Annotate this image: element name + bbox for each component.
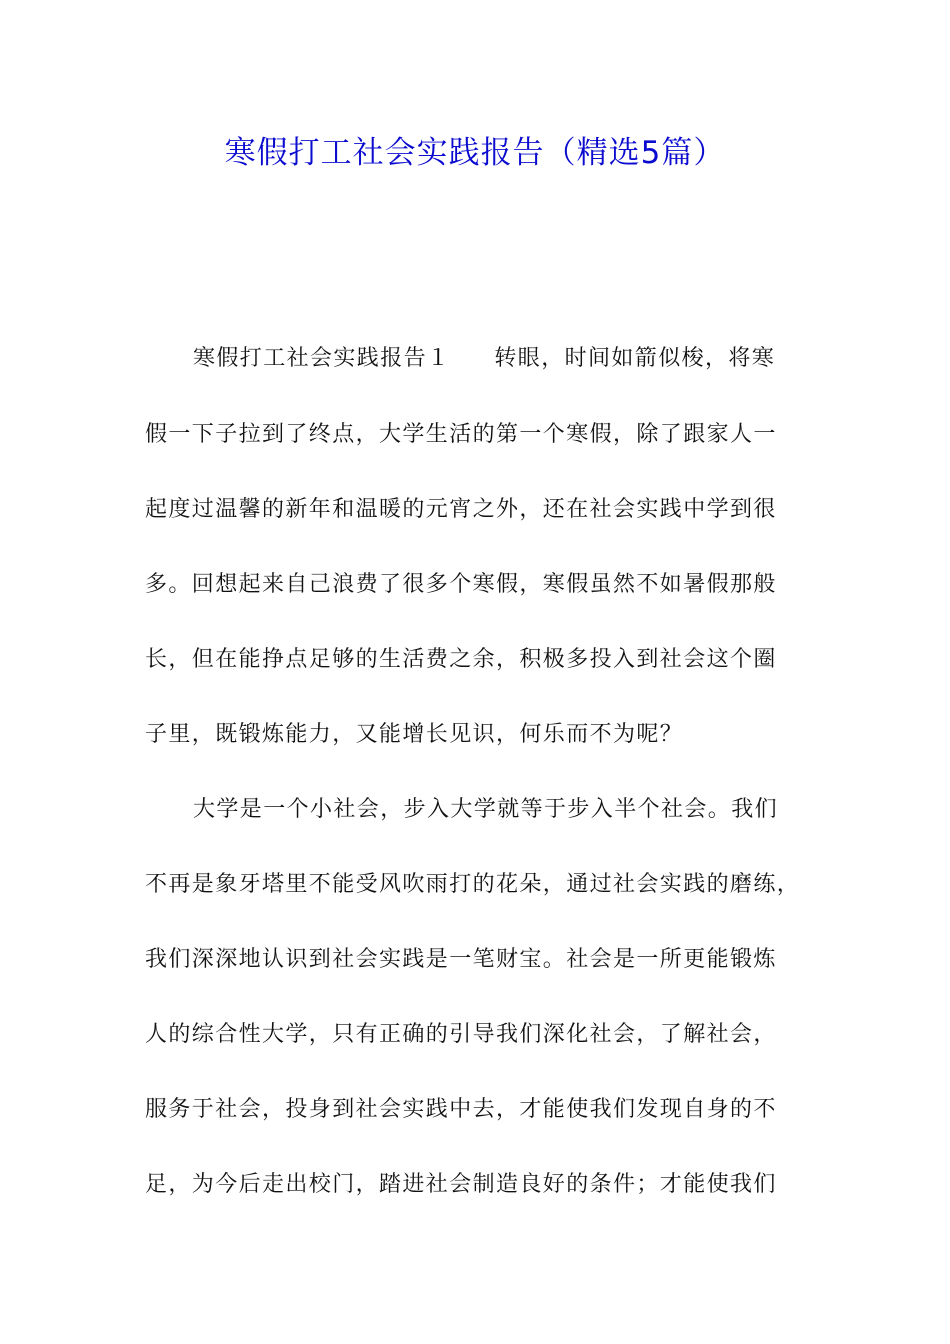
paragraph-line: 不再是象牙塔里不能受风吹雨打的花朵，通过社会实践的磨练， [145, 872, 801, 897]
section-heading: 寒假打工社会实践报告１ [193, 346, 451, 371]
paragraph-line [193, 341, 825, 377]
paragraph-line: 起度过温馨的新年和温暖的元宵之外，还在社会实践中学到很 [145, 497, 777, 522]
paragraph-text: 转眼，时间如箭似梭，将寒 [494, 346, 776, 371]
paragraph-line: 服务于社会，投身到社会实践中去，才能使我们发现自身的不 [145, 1097, 777, 1122]
paragraph-line: 长，但在能挣点足够的生活费之余，积极多投入到社会这个圈 [145, 647, 777, 672]
paragraph-line: 人的综合性大学，只有正确的引导我们深化社会，了解社会， [145, 1022, 777, 1047]
paragraph-line: 多。回想起来自己浪费了很多个寒假，寒假虽然不如暑假那般 [145, 572, 777, 597]
paragraph-line: 子里，既锻炼能力，又能增长见识，何乐而不为呢？ [145, 722, 684, 747]
paragraph-line: 我们深深地认识到社会实践是一笔财宝。社会是一所更能锻炼 [145, 947, 777, 972]
document-title: 寒假打工社会实践报告（精选5篇） [224, 135, 726, 171]
paragraph-line: 假一下子拉到了终点，大学生活的第一个寒假，除了跟家人一 [145, 422, 777, 447]
paragraph-line: 大学是一个小社会，步入大学就等于步入半个社会。我们 [193, 797, 779, 822]
paragraph-line: 足，为今后走出校门，踏进社会制造良好的条件；才能使我们 [145, 1172, 777, 1197]
